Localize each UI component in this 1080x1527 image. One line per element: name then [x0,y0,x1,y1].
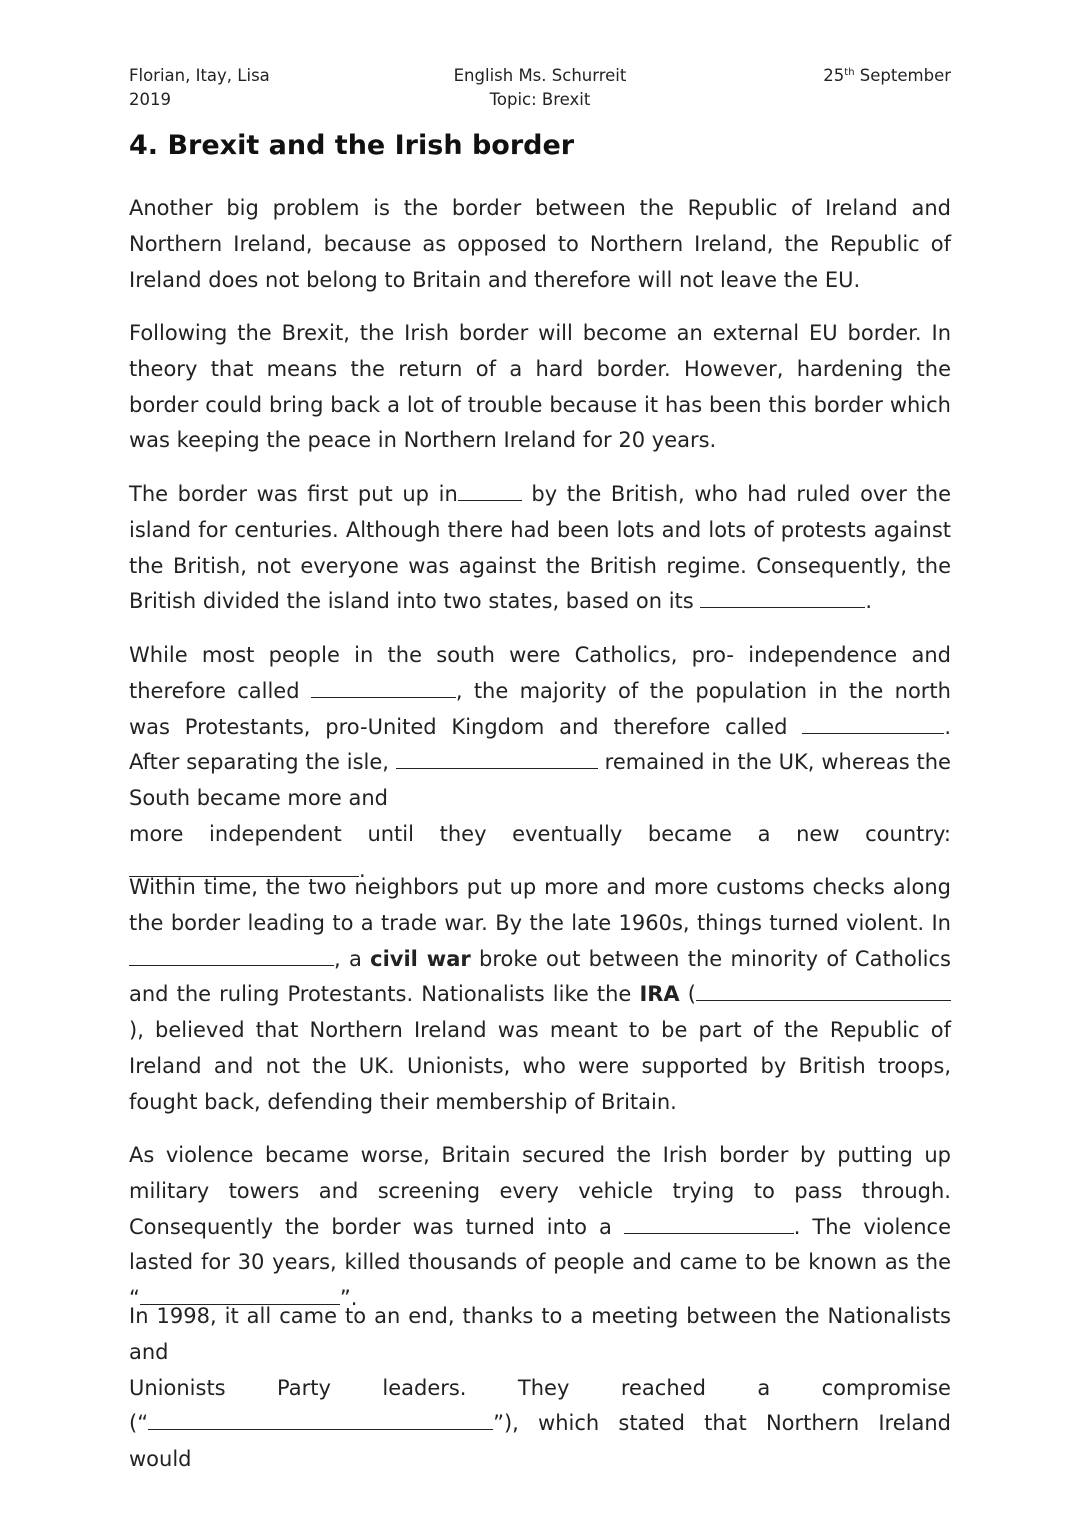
date-month: September [859,66,951,85]
p7-word: reached [620,1375,706,1400]
p4-word: became [647,821,732,846]
p7-word: leaders. [382,1375,467,1400]
p7-text-b: (“ [129,1411,149,1436]
p4-text-a: While most people in the south were Catholics, pro- independence and therefore called [129,643,951,703]
blank-north-region[interactable] [396,746,598,769]
p4-text-e: . [359,857,366,882]
p7-text-c: ”), which stated that Northern Ireland would [129,1411,951,1472]
section-title: 4. Brexit and the Irish border [129,130,575,161]
p3-text-a: The border was first put up in [129,482,458,506]
header-left [129,64,270,112]
p5-text-c: broke out between the minority of Catholics and the ruling Protestants. Nationalists like the [129,946,951,1007]
p4-word: more [129,821,184,846]
authors: Florian, Itay, Lisa [129,66,270,85]
page-header [0,64,1080,116]
p3-text-c: . [865,589,873,614]
topic: Topic: Brexit [489,90,591,109]
p7-word: compromise [821,1375,951,1400]
p7-line-3 [129,1406,951,1478]
p4-justified-line [129,817,951,853]
paragraph-3 [129,477,951,620]
p7-word: Party [277,1375,331,1400]
blank-north-name[interactable] [802,711,944,734]
p5-text-e: ), [129,1018,144,1043]
p7-word: a [757,1375,771,1400]
blank-border-type[interactable] [624,1211,794,1234]
course: English Ms. Schurreit [453,66,627,85]
p7-word: They [517,1375,570,1400]
p4-word: independent [209,821,342,846]
paragraph-5 [129,870,951,1121]
paragraph-7 [129,1299,951,1478]
p5-text-b: , a [334,946,362,971]
paragraph-4 [129,638,951,889]
p5-text-f: believed that Northern Ireland was meant to be part of the Republic of Ireland and not the UK. Unionists, who were supported by British troops, fought back, defending their membership of Britain. [129,1018,951,1114]
p6-text-a: As violence became worse, Britain secured the Irish border by putting up military towers and screening every vehicle trying to pass through. Consequently the border was turned into a [129,1143,951,1239]
p4-word: country: [865,821,951,846]
header-center [360,64,720,112]
p3-text-b: by the British, who had ruled over the island for centuries. Although there had been lots and lots of protests against the British, not everyone was against the British regime. Consequently, the British divided the island into two states, based on its [129,482,951,614]
paragraph-1 [129,191,951,298]
date-day: 25 [823,66,845,85]
blank-south-name[interactable] [311,675,456,698]
p7-word: Unionists [129,1375,226,1400]
p7-line-1: In 1998, it all came to an end, thanks to a meeting between the Nationalists and [129,1304,951,1364]
blank-basis[interactable] [700,585,865,608]
p7-justified-line [129,1371,951,1407]
paragraph-6 [129,1138,951,1317]
header-date [823,64,951,88]
p4-word: until [367,821,414,846]
p5-text-d: ( [687,982,696,1007]
date-suffix: th [844,67,855,78]
blank-ira-meaning[interactable] [696,978,951,1001]
p5-text-a: Within time, the two neighbors put up more and more customs checks along the border leading to a trade war. By the late 1960s, things turned violent. In [129,875,951,935]
paragraph-2-text: Following the Brexit, the Irish border will become an external EU border. In theory that means the return of a hard border. However, hardening the border could bring back a lot of trouble because it has been this border which was keeping the peace in Northern Ireland for 20 years. [129,321,951,453]
paragraph-2 [129,316,951,459]
p6-text-b: . The violence lasted for 30 years, killed thousands of people and came to be known as the “ [129,1214,951,1311]
p4-text-b: , the majority of the population in the north was Protestants, pro-United Kingdom and therefore called [129,678,951,739]
p6-text-c: ”. [339,1286,358,1311]
blank-agreement-name[interactable] [148,1407,493,1430]
p4-word: they [439,821,487,846]
paragraph-1-text: Another big problem is the border between the Republic of Ireland and Northern Ireland, because as opposed to Northern Ireland, the Republic of Ireland does not belong to Britain and therefore will not leave the EU. [129,196,951,292]
p4-word: eventually [512,821,623,846]
p4-word: new [796,821,840,846]
blank-year-border[interactable] [458,478,522,501]
p5-bold-civil-war: civil war [370,946,471,971]
blank-civil-war-year[interactable] [129,943,334,966]
year: 2019 [129,90,171,109]
p4-text-c: . After separating the isle, [129,714,951,775]
p4-word: a [757,821,771,846]
p5-bold-ira: IRA [639,982,680,1007]
p4-text-d: remained in the UK, whereas the South became more and [129,750,951,811]
